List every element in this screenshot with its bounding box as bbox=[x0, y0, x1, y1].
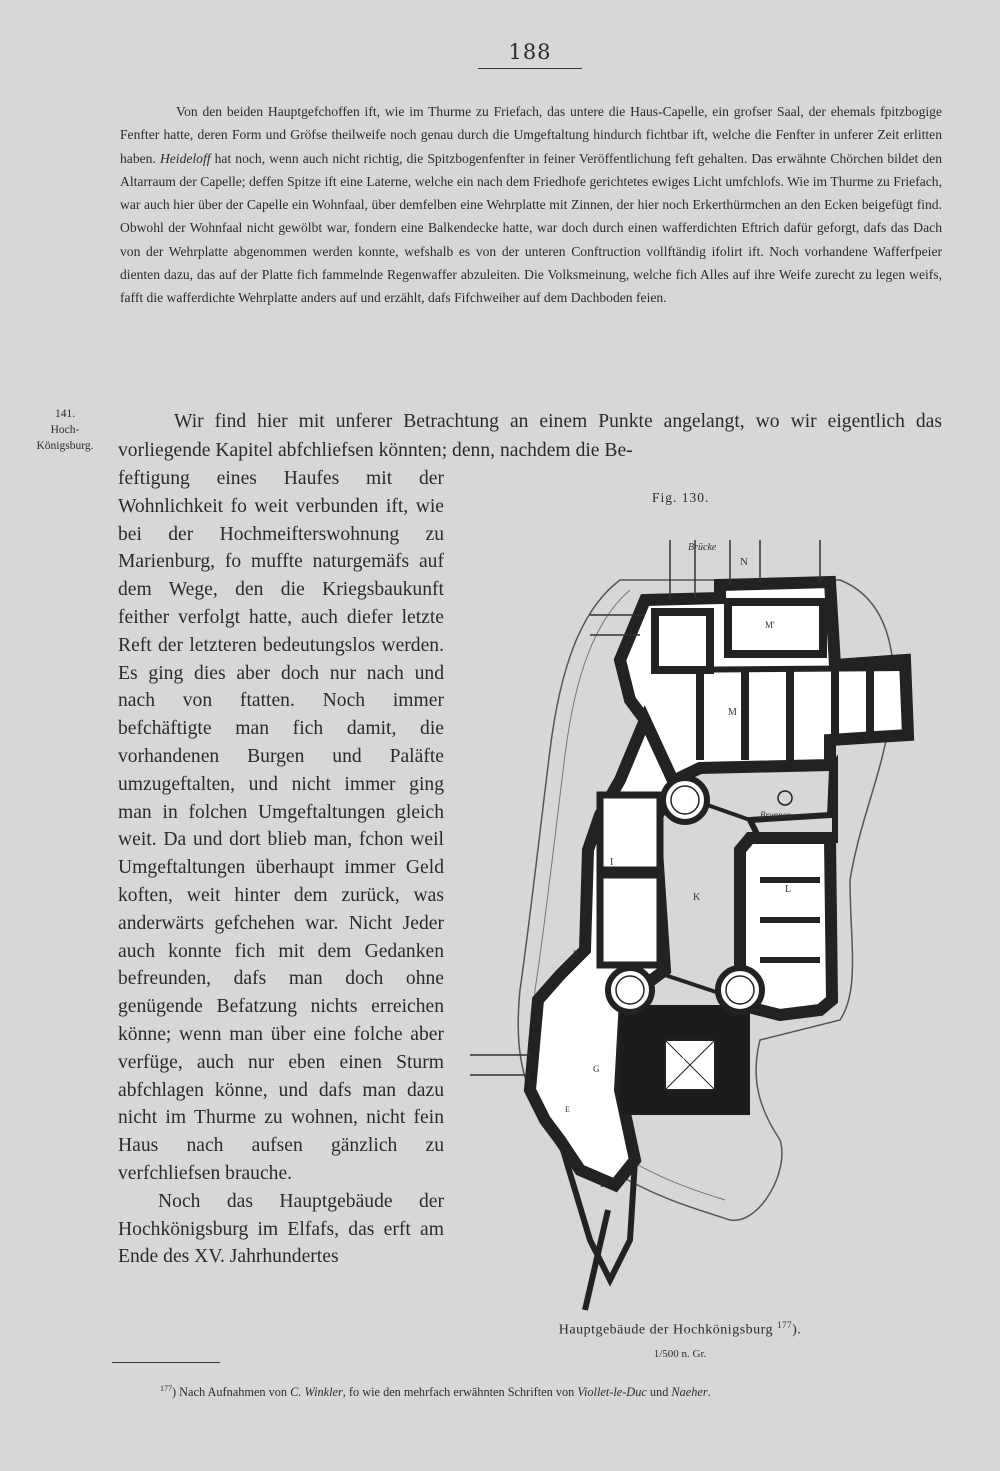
footnote-text-d: . bbox=[707, 1385, 711, 1400]
footnote-author-2: Viollet-le-Duc bbox=[577, 1385, 647, 1400]
plan-label-m: M bbox=[728, 707, 737, 718]
east-wing bbox=[750, 765, 835, 840]
plan-label-well: Brunnen bbox=[760, 810, 791, 820]
plan-label-m-prime: M' bbox=[765, 620, 775, 630]
margin-note-line1: Hoch- bbox=[50, 424, 80, 436]
page-number: 188 bbox=[478, 40, 582, 69]
plan-label-e: E bbox=[565, 1105, 570, 1114]
main-intro-paragraph: Wir find hier mit unferer Betrachtung an einem Punkte angelangt, wo wir eigentlich das vorliegende Kapitel abfchliefsen könnten; denn, nachdem die Be- bbox=[118, 411, 942, 461]
stair-tower-3 bbox=[718, 968, 762, 1012]
caption-footnote-ref: 177 bbox=[777, 1320, 793, 1330]
column-paragraph-2: Noch das Hauptgebäude der Hochkönigsburg im Elfafs, das erft am Ende des XV. Jahrhundertes bbox=[118, 1190, 444, 1268]
castle-floor-plan bbox=[460, 520, 930, 1320]
well-circle bbox=[778, 791, 792, 805]
plan-label-d: D bbox=[600, 1179, 607, 1189]
small-paragraph-text: Von den beiden Hauptgefchoffen ift, wie im Thurme zu Friefach, das untere die Haus-Capelle, ein grofser Saal, der ehemals fpitzbogige Fenfter hatte, deren Form und Gröfse theilweife noch genau durch die Umgeftaltung hindurch fichtbar ift, welche die Fenfter in unferer Zeit erlitten haben. bbox=[120, 104, 942, 166]
author-name: Heideloff bbox=[159, 150, 211, 166]
main-text-column bbox=[118, 465, 444, 1271]
footnote-rule bbox=[112, 1362, 220, 1363]
margin-note-line2: Königsburg. bbox=[36, 440, 94, 452]
footnote-author-1: C. Winkler bbox=[290, 1385, 343, 1400]
footnote bbox=[160, 1384, 950, 1400]
figure-caption bbox=[490, 1320, 870, 1339]
footnote-number: 177 bbox=[160, 1384, 172, 1393]
margin-note bbox=[20, 406, 110, 454]
plan-label-h: H bbox=[682, 1053, 688, 1062]
stair-tower-1 bbox=[663, 778, 707, 822]
footnote-text-a: ) Nach Aufnahmen von bbox=[172, 1385, 288, 1400]
footnote-text-c: und bbox=[649, 1385, 669, 1400]
plan-label-l: L bbox=[785, 884, 792, 895]
margin-note-number: 141. bbox=[54, 408, 76, 420]
plan-label-f: F bbox=[573, 949, 578, 958]
plan-label-k: K bbox=[693, 892, 701, 903]
small-print-paragraph bbox=[120, 100, 942, 310]
footnote-text-b: , fo wie den mehrfach erwähnten Schriften von bbox=[342, 1385, 575, 1400]
footnote-author-3: Naeher bbox=[671, 1385, 708, 1400]
plan-label-i: I bbox=[610, 857, 614, 868]
plan-label-north: N bbox=[740, 556, 748, 568]
plan-label-g: G bbox=[593, 1064, 600, 1074]
small-paragraph-continuation: hat noch, wenn auch nicht richtig, die Spitzbogenfenfter in feiner Veröffentlichung feft gehalten. Das erwähnte Chörchen bildet den Altarraum der Capelle; deffen Spitze ift eine Laterne, welche ein nach dem Friedhofe gerichtetes ewiges Licht umfchlofs. Wie im Thurme zu Friefach, war auch hier über der Capelle ein Wohnfaal, über demfelben eine Wehrplatte mit Zinnen, der hier noch Erkerthürmchen an den Ecken beigefügt find. Obwohl der Wohnfaal nicht gewölbt war, fondern eine Balkendecke hatte, war doch durch einen wafferdichten Eftrich dafür geforgt, dafs das Dach von der Wehrplatte abgenommen werden konnte, wefshalb es von der unteren Conftruction vollftändig ifolirt ift. Noch vorhandene Wafferfpeier dienten dazu, das auf der Platte fich fammelnde Regenwaffer abzuleiten. Die Volksmeinung, welche fich Alles auf ihre Weife zurecht zu legen weifs, fafft die wafferdichte Wehrplatte anders auf und erzählt, dafs Fifchweiher auf dem Dachboden feien. bbox=[120, 150, 942, 306]
figure-scale: 1/500 n. Gr. bbox=[653, 1348, 707, 1360]
caption-end: ). bbox=[792, 1322, 802, 1338]
plan-label-bridge: Brücke bbox=[688, 542, 717, 553]
caption-text: Hauptgebäude der Hochkönigsburg bbox=[558, 1322, 774, 1338]
stair-tower-2 bbox=[608, 968, 652, 1012]
figure-label: Fig. 130. bbox=[652, 490, 710, 505]
column-paragraph: feftigung eines Haufes mit der Wohnlichkeit fo weit verbunden ift, wie bei der Hochmeifterswohnung zu Marienburg, fo muffte naturgemäfs auf dem Wege, den die Kriegsbaukunft feither verfolgt hatte, auch diefer letzte Reft der letzteren bedeutungslos werden. Es ging dies aber doch nur nach und nach von ftatten. Noch immer befchäftigte man fich damit, die vorhandenen Burgen und Paläfte umzugeftalten, und nicht immer ging man in folchen Umgeftaltungen gleich weit. Da und dort blieb man, fchon weil Umgeftaltungen überhaupt immer Geld koften, weit hinter dem zurück, was anderwärts gefchehen war. Nicht Jeder auch konnte fich mit dem Gedanken befreunden, dafs man doch ohne genügende Befatzung nichts erreichen könne; wenn man über eine folche aber verfüge, auch nur eben einen Sturm abfchlagen könne, und dafs man dazu nicht im Thurme zu wohnen, nicht fein Haus nach aufsen gänzlich zu verfchliefsen brauche. bbox=[118, 468, 444, 1184]
